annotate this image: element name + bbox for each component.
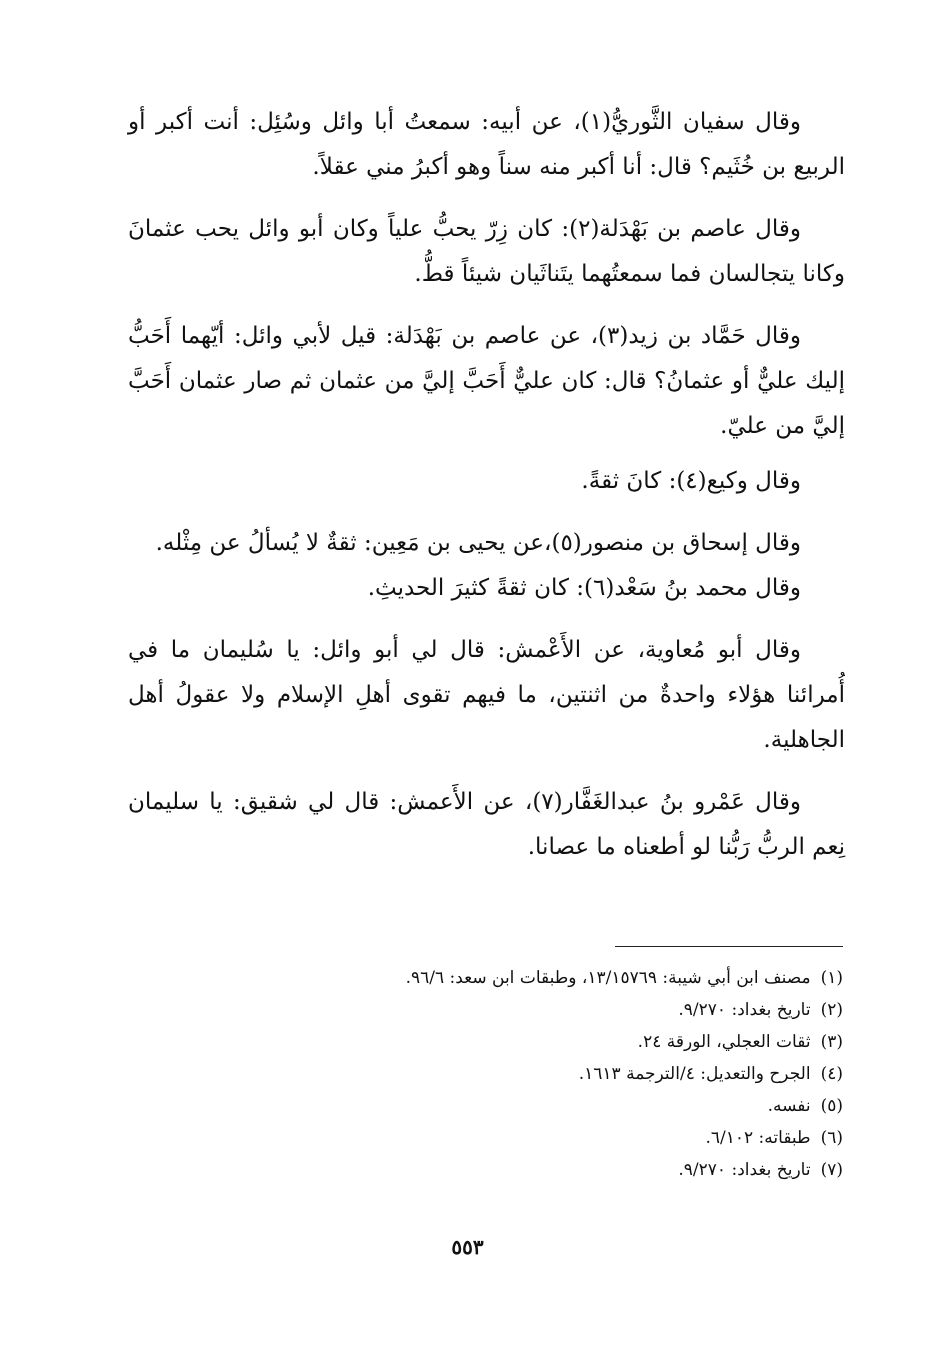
- footnote-text: نفسه.: [767, 1096, 811, 1116]
- paragraph-abu-muawiya: وقال أبو مُعاوية، عن الأَعْمش: قال لي أبو وائل: يا سُليمان ما في أُمرائنا هؤلاء واحدةٌ من اثنتين، ما فيهم تقوى أهلِ الإسلام ولا عقولُ أهل الجاهلية.: [128, 637, 845, 753]
- paragraph-ishaq: وقال إسحاق بن منصور(٥)،عن يحيى بن مَعِين: ثقةٌ لا يُسألُ عن مِثْله.: [155, 530, 801, 556]
- footnote-number: (١): [820, 968, 843, 988]
- paragraph-sufyan: وقال سفيان الثَّوريُّ(١)، عن أبيه: سمعتُ أبا وائل وسُئِل: أنت أكبر أو الربيع بن خُثَيم؟ قال: أنا أكبر منه سناً وهو أكبرُ مني عقلاً.: [128, 109, 845, 180]
- footnote-text: تاريخ بغداد: ٩/٢٧٠.: [678, 1000, 811, 1020]
- footnote-item: [128, 1090, 843, 1122]
- main-text: [128, 100, 845, 870]
- footnote-item: [128, 1026, 843, 1058]
- footnote-item: [128, 1058, 843, 1090]
- footnote-number: (٥): [820, 1096, 843, 1116]
- footnote-item: [128, 1154, 843, 1186]
- footnotes: [128, 962, 843, 1186]
- footnote-number: (٧): [820, 1160, 843, 1180]
- footnote-item: [128, 1122, 843, 1154]
- paragraph-asim: وقال عاصم بن بَهْدَلة(٢): كان زِرّ يحبُّ علياً وكان أبو وائل يحب عثمانَ وكانا يتجالسان فما سمعتُهما يتَناثَيان شيئاً قطُّ.: [128, 216, 845, 287]
- footnote-text: طبقاته: ٦/١٠٢.: [705, 1128, 811, 1148]
- footnote-text: تاريخ بغداد: ٩/٢٧٠.: [678, 1160, 811, 1180]
- footnote-text: ثقات العجلي، الورقة ٢٤.: [637, 1032, 811, 1052]
- footnote-number: (٦): [820, 1128, 843, 1148]
- footnote-number: (٤): [820, 1064, 843, 1084]
- footnote-text: الجرح والتعديل: ٤/الترجمة ١٦١٣.: [578, 1064, 811, 1084]
- footnote-item: [128, 994, 843, 1026]
- paragraph-hammad: وقال حَمَّاد بن زيد(٣)، عن عاصم بن بَهْدَلة: قيل لأبي وائل: أيّهما أَحَبُّ إليك عليٌّ أو عثمانُ؟ قال: كان عليٌّ أَحَبَّ إليَّ من عثمان ثم صار عثمان أَحَبَّ إليَّ من عليّ.: [128, 323, 845, 439]
- page-number: ٥٥٣: [451, 1235, 484, 1259]
- paragraph-amr: وقال عَمْرو بنُ عبدالغَفَّار(٧)، عن الأَعمش: قال لي شقيق: يا سليمان نِعم الربُّ رَبُّنا لو أطعناه ما عصانا.: [128, 789, 845, 860]
- footnote-number: (٢): [820, 1000, 843, 1020]
- footnote-number: (٣): [820, 1032, 843, 1052]
- paragraph-ibn-saad: وقال محمد بنُ سَعْد(٦): كان ثقةً كثيرَ الحديثِ.: [367, 575, 801, 601]
- paragraph-waki: وقال وكيع(٤): كانَ ثقةً.: [581, 468, 801, 494]
- footnote-text: مصنف ابن أبي شيبة: ١٣/١٥٧٦٩، وطبقات ابن سعد: ٩٦/٦.: [405, 968, 811, 988]
- footnote-item: [128, 962, 843, 994]
- footnote-divider: [615, 946, 843, 947]
